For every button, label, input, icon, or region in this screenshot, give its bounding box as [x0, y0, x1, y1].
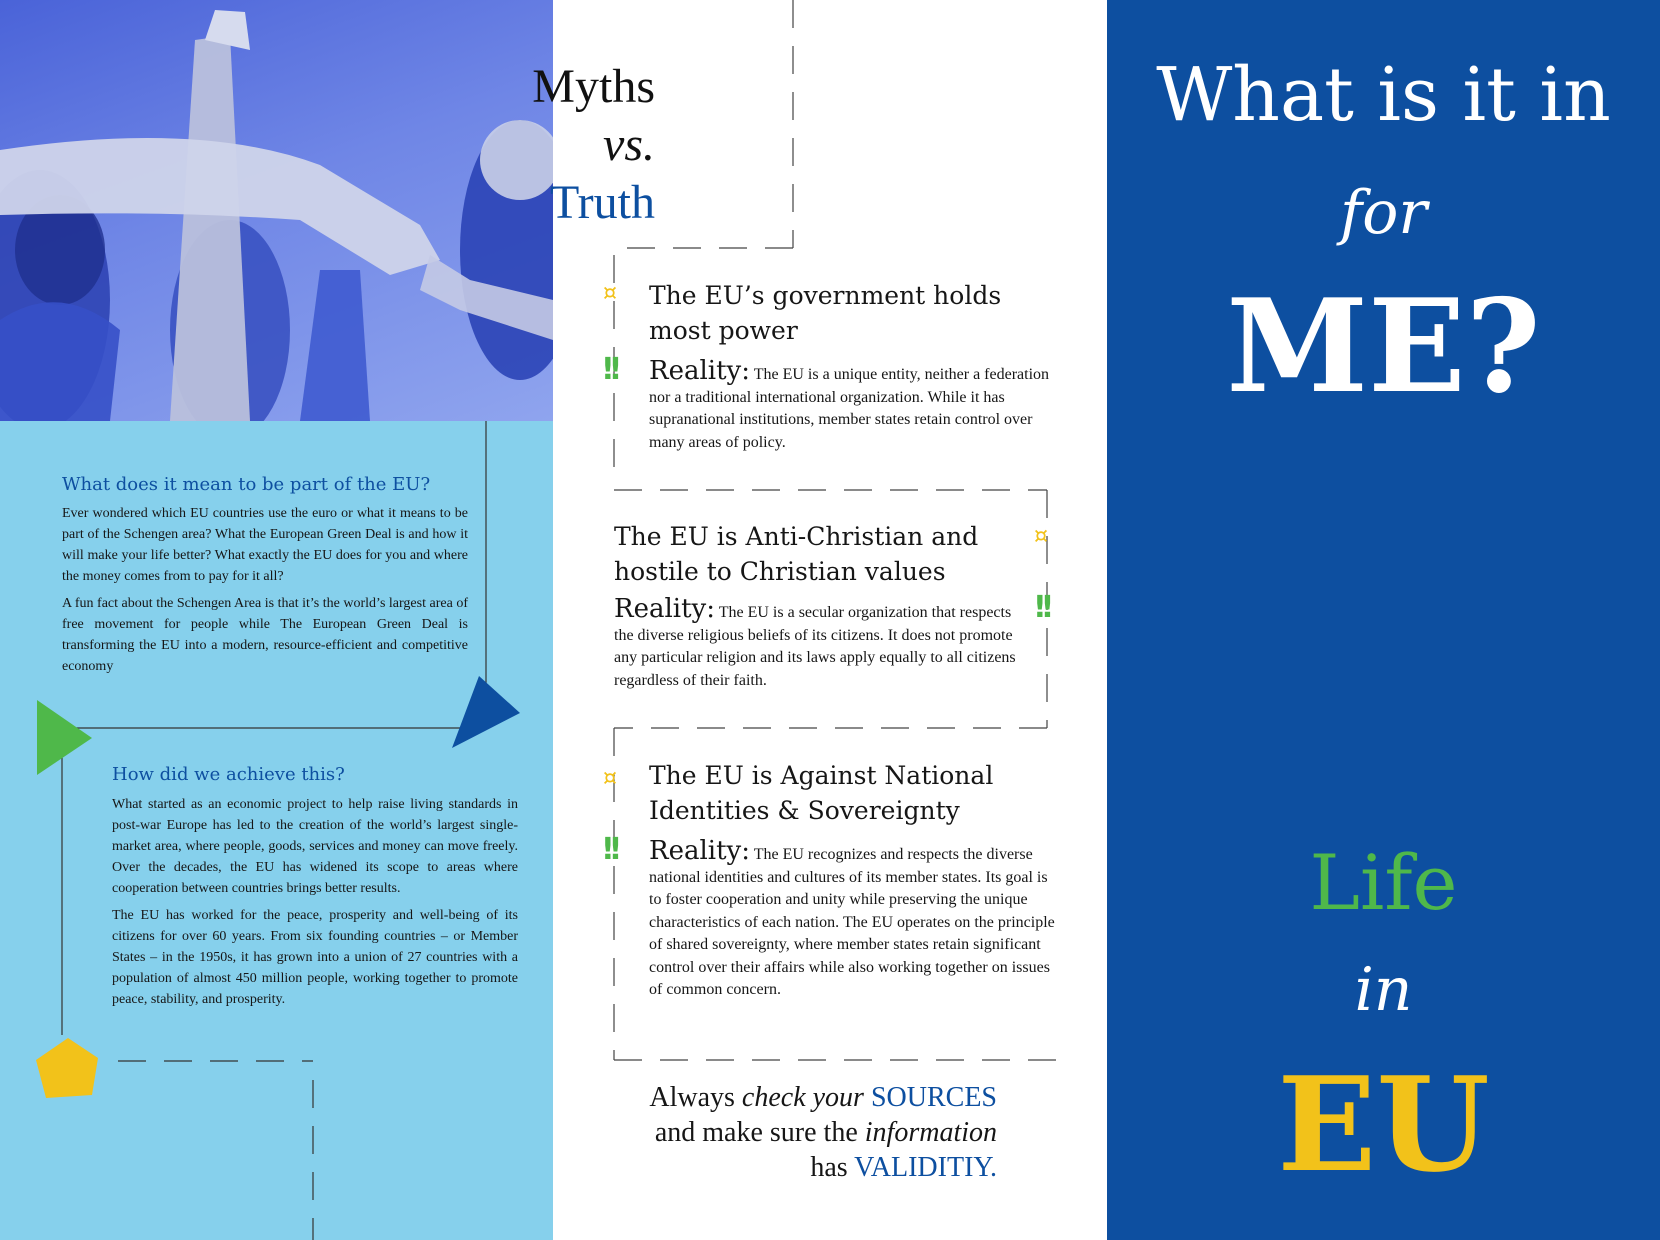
reality-label: Reality: — [614, 594, 715, 624]
closing-line-1: Always check your SOURCES — [649, 1082, 997, 1113]
paragraph: A fun fact about the Schengen Area is that it’s the world’s largest area of free movement for people while The European Green Deal is transforming the EU into a modern, resource-efficient and competitive economy — [62, 596, 468, 674]
exclamation-icon: !! — [1033, 590, 1049, 625]
cover-subtitle-eu: EU — [1277, 1048, 1490, 1201]
section-heading-how-achieved: How did we achieve this? — [112, 764, 345, 785]
paragraph: What started as an economic project to help raise living standards in post-war Europe has led to the creation of the world’s largest single-market area, where people, goods, services and money can move freely. Over the decades, the EU has widened its scope to areas where cooperation between countries brings better results. — [112, 797, 518, 896]
paragraph: The EU has worked for the peace, prosperity and well-being of its citizens for over 60 years. From six founding countries – or Member States – in the 1950s, it has grown into a union of 27 countries with a population of almost 450 million people, working together to promote peace, stability, and prosperity. — [112, 908, 518, 1007]
reality-label: Reality: — [649, 836, 750, 866]
myths-vs-truth-title — [532, 58, 655, 232]
star-icon: ¤ — [603, 766, 617, 791]
cover-title-line1: What is it in — [1156, 52, 1611, 138]
green-triangle-shape — [37, 700, 92, 775]
check-sources-message — [649, 1080, 997, 1185]
reality-text: The EU is a unique entity, neither a federation nor a traditional international organization. While it has supranational institutions, member states retain control over many areas of policy. — [649, 366, 1050, 451]
title-vs: vs. — [603, 118, 655, 171]
reality-text: The EU is a secular organization that respects the diverse religious beliefs of its citizens. It does not promote any particular religion and its laws apply equally to all citizens regardless of their faith. — [614, 604, 1016, 689]
myth-title: The EU’s government holds most power — [649, 281, 1002, 345]
reality-label: Reality: — [649, 356, 750, 386]
blue-triangle-shape — [452, 676, 520, 748]
myth-reality — [649, 356, 1054, 454]
myth-reality — [614, 594, 1019, 692]
left-decorations — [0, 0, 553, 1240]
myth-reality — [649, 836, 1059, 1002]
cover-title-line2: for — [1339, 178, 1427, 248]
myth-title: The EU is Anti-Christian and hostile to Christian values — [614, 522, 979, 586]
title-myths: Myths — [532, 60, 655, 113]
myth-title: The EU is Against National Identities & Sovereignty — [649, 761, 994, 825]
exclamation-icon: !! — [601, 832, 617, 867]
closing-line-2: and make sure the information — [654, 1117, 997, 1148]
exclamation-icon: !! — [601, 352, 617, 387]
cover-title-line3: ME? — [1226, 272, 1541, 422]
section-heading-part-of-eu: What does it mean to be part of the EU? — [62, 474, 431, 495]
star-icon: ¤ — [1034, 524, 1048, 549]
title-truth: Truth — [550, 176, 655, 229]
closing-line-3: has VALIDITIY. — [810, 1152, 997, 1183]
cover-subtitle-in: in — [1354, 955, 1413, 1025]
paragraph: Ever wondered which EU countries use the euro or what it means to be part of the Schengen area? What the European Green Deal is and how it will make your life better? What exactly the EU does for you and where the money comes from to pay for it all? — [62, 506, 468, 584]
yellow-pentagon-shape — [36, 1038, 98, 1098]
reality-text: The EU recognizes and respects the diverse national identities and cultures of its member states. Its goal is to foster cooperation and unity while preserving the unique characteristics of each nation. The EU operates on the principle of shared sovereignty, where member states retain significant control over their affairs while also working together on issues of common concern. — [649, 846, 1055, 998]
star-icon: ¤ — [603, 281, 617, 306]
left-panel — [0, 0, 553, 1240]
middle-panel — [532, 0, 1107, 1240]
right-panel-cover — [1107, 0, 1660, 1240]
cover-subtitle-life: Life — [1309, 838, 1458, 927]
